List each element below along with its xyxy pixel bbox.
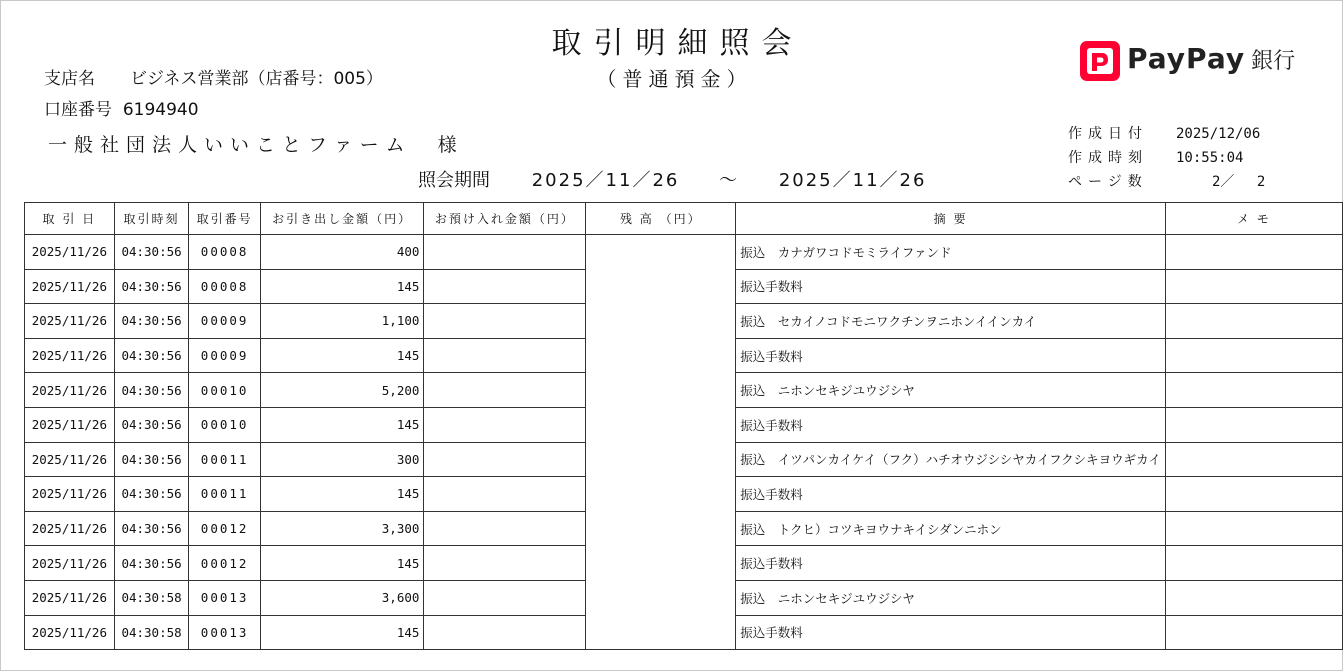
cell-date: 2025/11/26 (25, 546, 115, 581)
cell-deposit (424, 338, 586, 373)
account-number: 6194940 (122, 100, 199, 120)
cell-memo (1165, 477, 1342, 512)
cell-description: 振込 ニホンセキジユウジシヤ (736, 373, 1166, 408)
cell-time: 04:30:56 (114, 407, 189, 442)
cell-time: 04:30:56 (114, 442, 189, 477)
cell-number: 00013 (189, 615, 260, 650)
period-to: 2025／11／26 (778, 170, 927, 191)
cell-number: 00009 (189, 304, 260, 339)
cell-time: 04:30:56 (114, 511, 189, 546)
cell-withdrawal: 300 (260, 442, 424, 477)
logo-text (1127, 42, 1295, 75)
cell-withdrawal: 1,100 (260, 304, 424, 339)
branch-info (44, 64, 383, 89)
cell-date: 2025/11/26 (25, 615, 115, 650)
cell-description: 振込手数料 (736, 269, 1166, 304)
cell-date: 2025/11/26 (25, 269, 115, 304)
cell-memo (1165, 442, 1342, 477)
cell-date: 2025/11/26 (25, 477, 115, 512)
cell-description: 振込 イツパンカイケイ（フク）ハチオウジシシヤカイフクシキヨウギカイ (736, 442, 1166, 477)
cell-memo (1165, 304, 1342, 339)
document-subtitle: （普通預金） (596, 67, 753, 91)
header-balance: 残 高 （円） (586, 203, 736, 235)
header-withdrawal: お引き出し金額（円） (260, 203, 424, 235)
cell-memo (1165, 580, 1342, 615)
cell-number: 00010 (189, 373, 260, 408)
cell-description: 振込 セカイノコドモニワクチンヲニホンイインカイ (736, 304, 1166, 339)
cell-withdrawal: 145 (260, 477, 424, 512)
header-date: 取 引 日 (25, 203, 115, 235)
cell-deposit (424, 304, 586, 339)
period-label: 照会期間 (418, 170, 490, 191)
cell-time: 04:30:58 (114, 580, 189, 615)
cell-date: 2025/11/26 (25, 442, 115, 477)
account-holder: 一般社団法人いいことファーム 様 (48, 134, 464, 156)
account-info (44, 95, 199, 120)
cell-memo (1165, 269, 1342, 304)
cell-number: 00012 (189, 546, 260, 581)
cell-time: 04:30:56 (114, 546, 189, 581)
cell-date: 2025/11/26 (25, 407, 115, 442)
cell-deposit (424, 580, 586, 615)
cell-withdrawal: 145 (260, 407, 424, 442)
cell-number: 00008 (189, 269, 260, 304)
cell-date: 2025/11/26 (25, 373, 115, 408)
cell-deposit (424, 269, 586, 304)
cell-number: 00011 (189, 477, 260, 512)
cell-description: 振込手数料 (736, 615, 1166, 650)
branch-label: 支店名 (44, 69, 95, 89)
cell-number: 00012 (189, 511, 260, 546)
logo-brand: PayPay (1127, 42, 1246, 75)
cell-withdrawal: 145 (260, 269, 424, 304)
header-time: 取引時刻 (114, 203, 189, 235)
cell-deposit (424, 235, 586, 270)
cell-time: 04:30:56 (114, 338, 189, 373)
cell-number: 00008 (189, 235, 260, 270)
cell-time: 04:30:56 (114, 304, 189, 339)
cell-deposit (424, 546, 586, 581)
cell-memo (1165, 338, 1342, 373)
cell-withdrawal: 3,300 (260, 511, 424, 546)
period-from: 2025／11／26 (531, 170, 680, 191)
cell-date: 2025/11/26 (25, 235, 115, 270)
cell-withdrawal: 400 (260, 235, 424, 270)
cell-date: 2025/11/26 (25, 304, 115, 339)
cell-time: 04:30:56 (114, 269, 189, 304)
table-header-row (25, 203, 1343, 235)
header-description: 摘 要 (736, 203, 1166, 235)
cell-deposit (424, 407, 586, 442)
period-separator: ～ (719, 170, 738, 191)
cell-number: 00009 (189, 338, 260, 373)
cell-description: 振込 ニホンセキジユウジシヤ (736, 580, 1166, 615)
cell-number: 00010 (189, 407, 260, 442)
meta-page-count: ページ数 2／ 2 (1068, 174, 1266, 190)
header-deposit: お預け入れ金額（円） (424, 203, 586, 235)
cell-memo (1165, 615, 1342, 650)
cell-date: 2025/11/26 (25, 338, 115, 373)
cell-memo (1165, 546, 1342, 581)
cell-memo (1165, 373, 1342, 408)
cell-description: 振込手数料 (736, 477, 1166, 512)
cell-memo (1165, 235, 1342, 270)
cell-balance (586, 235, 736, 650)
cell-deposit (424, 373, 586, 408)
cell-description: 振込 カナガワコドモミライファンド (736, 235, 1166, 270)
cell-time: 04:30:58 (114, 615, 189, 650)
cell-deposit (424, 442, 586, 477)
cell-withdrawal: 3,600 (260, 580, 424, 615)
cell-deposit (424, 615, 586, 650)
cell-description: 振込手数料 (736, 546, 1166, 581)
cell-description: 振込 トクヒ）コツキヨウナキイシダンニホン (736, 511, 1166, 546)
cell-withdrawal: 145 (260, 546, 424, 581)
cell-number: 00013 (189, 580, 260, 615)
transaction-table (24, 202, 1343, 650)
cell-deposit (424, 477, 586, 512)
cell-time: 04:30:56 (114, 477, 189, 512)
cell-number: 00011 (189, 442, 260, 477)
table-row (25, 235, 1343, 270)
cell-withdrawal: 145 (260, 615, 424, 650)
header-number: 取引番号 (189, 203, 260, 235)
paypay-logo-icon (1080, 41, 1120, 81)
cell-withdrawal: 145 (260, 338, 424, 373)
header-memo: メ モ (1165, 203, 1342, 235)
cell-date: 2025/11/26 (25, 580, 115, 615)
cell-date: 2025/11/26 (25, 511, 115, 546)
table-body (25, 235, 1343, 650)
meta-created-date: 作成日付 2025/12/06 (1068, 126, 1261, 142)
cell-time: 04:30:56 (114, 235, 189, 270)
cell-description: 振込手数料 (736, 338, 1166, 373)
meta-created-time: 作成時刻 10:55:04 (1068, 150, 1244, 166)
cell-memo (1165, 407, 1342, 442)
inquiry-period (418, 166, 926, 192)
document-meta (1068, 122, 1265, 194)
document-title: 取引明細照会 (551, 26, 804, 61)
branch-value: ビジネス営業部（店番号：005） (130, 69, 383, 89)
cell-time: 04:30:56 (114, 373, 189, 408)
cell-deposit (424, 511, 586, 546)
cell-withdrawal: 5,200 (260, 373, 424, 408)
account-label: 口座番号 (44, 100, 112, 120)
cell-memo (1165, 511, 1342, 546)
cell-description: 振込手数料 (736, 407, 1166, 442)
logo-bank: 銀行 (1251, 49, 1296, 74)
